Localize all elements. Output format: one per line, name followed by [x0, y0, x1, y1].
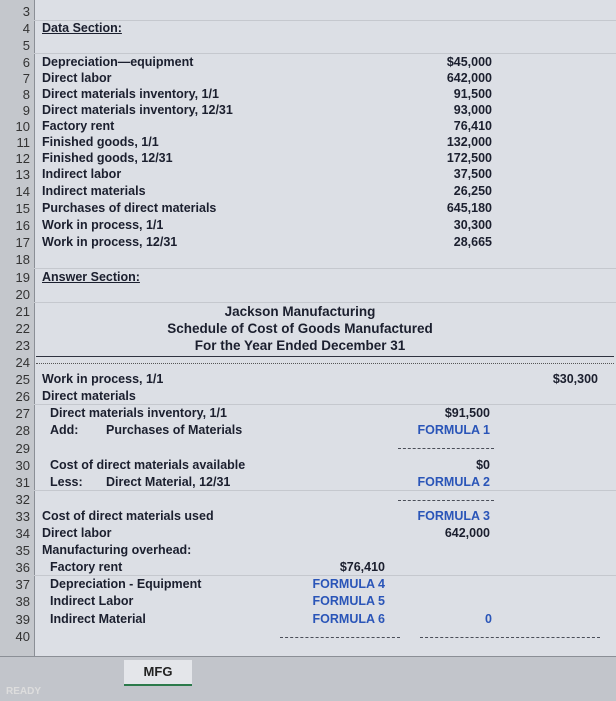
data-label[interactable]: Purchases of direct materials: [42, 201, 217, 215]
row-number[interactable]: 25: [15, 372, 30, 387]
row-number[interactable]: 22: [15, 321, 30, 336]
il-formula[interactable]: FORMULA 5: [312, 594, 385, 608]
data-value[interactable]: 28,665: [453, 235, 492, 249]
row-number[interactable]: 11: [16, 135, 30, 150]
data-label[interactable]: Indirect labor: [42, 167, 122, 181]
data-value[interactable]: 76,410: [453, 119, 492, 133]
row-number-column: [0, 0, 35, 656]
overhead-rule: [280, 637, 400, 638]
row-number[interactable]: 26: [15, 389, 30, 404]
row-number[interactable]: 6: [22, 55, 30, 70]
row-number[interactable]: 8: [22, 87, 30, 102]
dm-used-label[interactable]: Cost of direct materials used: [42, 509, 214, 523]
row-number[interactable]: 34: [15, 526, 30, 541]
data-label[interactable]: Finished goods, 1/1: [42, 135, 159, 149]
subtotal-rule: [398, 448, 494, 449]
purchases-formula[interactable]: FORMULA 1: [417, 423, 490, 437]
data-value[interactable]: 37,500: [453, 167, 492, 181]
dm-inv-value[interactable]: $91,500: [444, 406, 490, 420]
data-value[interactable]: 172,500: [446, 151, 492, 165]
row-number[interactable]: 35: [15, 543, 30, 558]
data-label[interactable]: Direct materials inventory, 12/31: [42, 103, 233, 117]
data-value[interactable]: 93,000: [453, 103, 492, 117]
moh-total[interactable]: 0: [485, 612, 492, 626]
row-number[interactable]: 30: [15, 458, 30, 473]
data-label[interactable]: Direct labor: [42, 71, 112, 85]
row-number[interactable]: 20: [15, 287, 30, 302]
data-label[interactable]: Depreciation—equipment: [42, 55, 194, 69]
available-label[interactable]: Cost of direct materials available: [50, 458, 246, 472]
data-section-header[interactable]: Data Section:: [42, 21, 122, 35]
row-number[interactable]: 17: [15, 235, 30, 250]
wip-label[interactable]: Work in process, 1/1: [42, 372, 164, 386]
row-number[interactable]: 24: [15, 355, 30, 370]
row-number[interactable]: 7: [22, 71, 30, 86]
add-label[interactable]: Add:: [50, 423, 79, 437]
row-number[interactable]: 36: [15, 560, 30, 575]
row-number[interactable]: 27: [15, 406, 30, 421]
row-number[interactable]: 29: [15, 441, 30, 456]
row-number[interactable]: 28: [15, 423, 30, 438]
row-number[interactable]: 21: [15, 304, 30, 319]
dl-value[interactable]: 642,000: [444, 526, 490, 540]
data-value[interactable]: 91,500: [453, 87, 492, 101]
grid-line: [34, 575, 616, 576]
data-label[interactable]: Finished goods, 12/31: [42, 151, 173, 165]
dep-label[interactable]: Depreciation - Equipment: [50, 577, 202, 591]
header-dotted-rule: [36, 363, 614, 364]
dep-formula[interactable]: FORMULA 4: [312, 577, 385, 591]
row-number[interactable]: 5: [22, 38, 30, 53]
grid-line: [34, 53, 616, 54]
row-number[interactable]: 37: [15, 577, 30, 592]
row-number[interactable]: 9: [22, 103, 30, 118]
schedule-title[interactable]: Schedule of Cost of Goods Manufactured: [167, 321, 433, 336]
rent-label[interactable]: Factory rent: [50, 560, 123, 574]
im-label[interactable]: Indirect Material: [50, 612, 146, 626]
row-number[interactable]: 40: [15, 629, 30, 644]
data-value[interactable]: 30,300: [453, 218, 492, 232]
grid-line: [34, 490, 616, 491]
im-formula[interactable]: FORMULA 6: [312, 612, 385, 626]
row-number[interactable]: 15: [15, 201, 30, 216]
data-label[interactable]: Work in process, 12/31: [42, 235, 178, 249]
sheet-tab-mfg[interactable]: MFG: [124, 660, 192, 686]
row-number[interactable]: 33: [15, 509, 30, 524]
available-value[interactable]: $0: [476, 458, 490, 472]
dm-used-formula[interactable]: FORMULA 3: [417, 509, 490, 523]
answer-section-header[interactable]: Answer Section:: [42, 270, 140, 284]
status-bar-text: READY: [6, 686, 42, 697]
row-number[interactable]: 10: [15, 119, 30, 134]
dm-header[interactable]: Direct materials: [42, 389, 136, 403]
data-label[interactable]: Direct materials inventory, 1/1: [42, 87, 219, 101]
rent-value[interactable]: $76,410: [339, 560, 385, 574]
header-rule: [36, 356, 614, 357]
grid-line: [34, 404, 616, 405]
sheet-tab-bar: [0, 656, 616, 701]
row-number[interactable]: 13: [15, 167, 30, 182]
data-value[interactable]: 645,180: [446, 201, 492, 215]
grid-line: [34, 302, 616, 303]
row-number[interactable]: 19: [15, 270, 30, 285]
row-number[interactable]: 4: [22, 21, 30, 36]
row-number[interactable]: 32: [15, 492, 30, 507]
grid-line: [34, 268, 616, 269]
row-number[interactable]: 12: [15, 151, 30, 166]
data-label[interactable]: Factory rent: [42, 119, 115, 133]
row-number[interactable]: 3: [22, 4, 30, 19]
purchases-label[interactable]: Purchases of Materials: [106, 423, 243, 437]
moh-header[interactable]: Manufacturing overhead:: [42, 543, 192, 557]
data-value[interactable]: 132,000: [446, 135, 492, 149]
il-label[interactable]: Indirect Labor: [50, 594, 134, 608]
data-label[interactable]: Work in process, 1/1: [42, 218, 164, 232]
row-number[interactable]: 16: [15, 218, 30, 233]
company-name[interactable]: Jackson Manufacturing: [224, 304, 376, 319]
dl-label[interactable]: Direct labor: [42, 526, 112, 540]
row-number[interactable]: 39: [15, 612, 30, 627]
row-number[interactable]: 23: [15, 338, 30, 353]
row-number[interactable]: 38: [15, 594, 30, 609]
data-value[interactable]: 642,000: [446, 71, 492, 85]
overhead-rule: [420, 637, 600, 638]
row-number[interactable]: 14: [15, 184, 30, 199]
period-label[interactable]: For the Year Ended December 31: [194, 338, 406, 353]
subtotal-rule: [398, 500, 494, 501]
dm-inv-label[interactable]: Direct materials inventory, 1/1: [50, 406, 227, 420]
dm-end-label[interactable]: Direct Material, 12/31: [106, 475, 231, 489]
wip-value[interactable]: $30,300: [552, 372, 598, 386]
row-number[interactable]: 18: [15, 252, 30, 267]
less-label[interactable]: Less:: [50, 475, 83, 489]
dm-end-formula[interactable]: FORMULA 2: [417, 475, 490, 489]
data-value[interactable]: 26,250: [453, 184, 492, 198]
data-value[interactable]: $45,000: [446, 55, 492, 69]
row-number[interactable]: 31: [15, 475, 30, 490]
data-label[interactable]: Indirect materials: [42, 184, 146, 198]
